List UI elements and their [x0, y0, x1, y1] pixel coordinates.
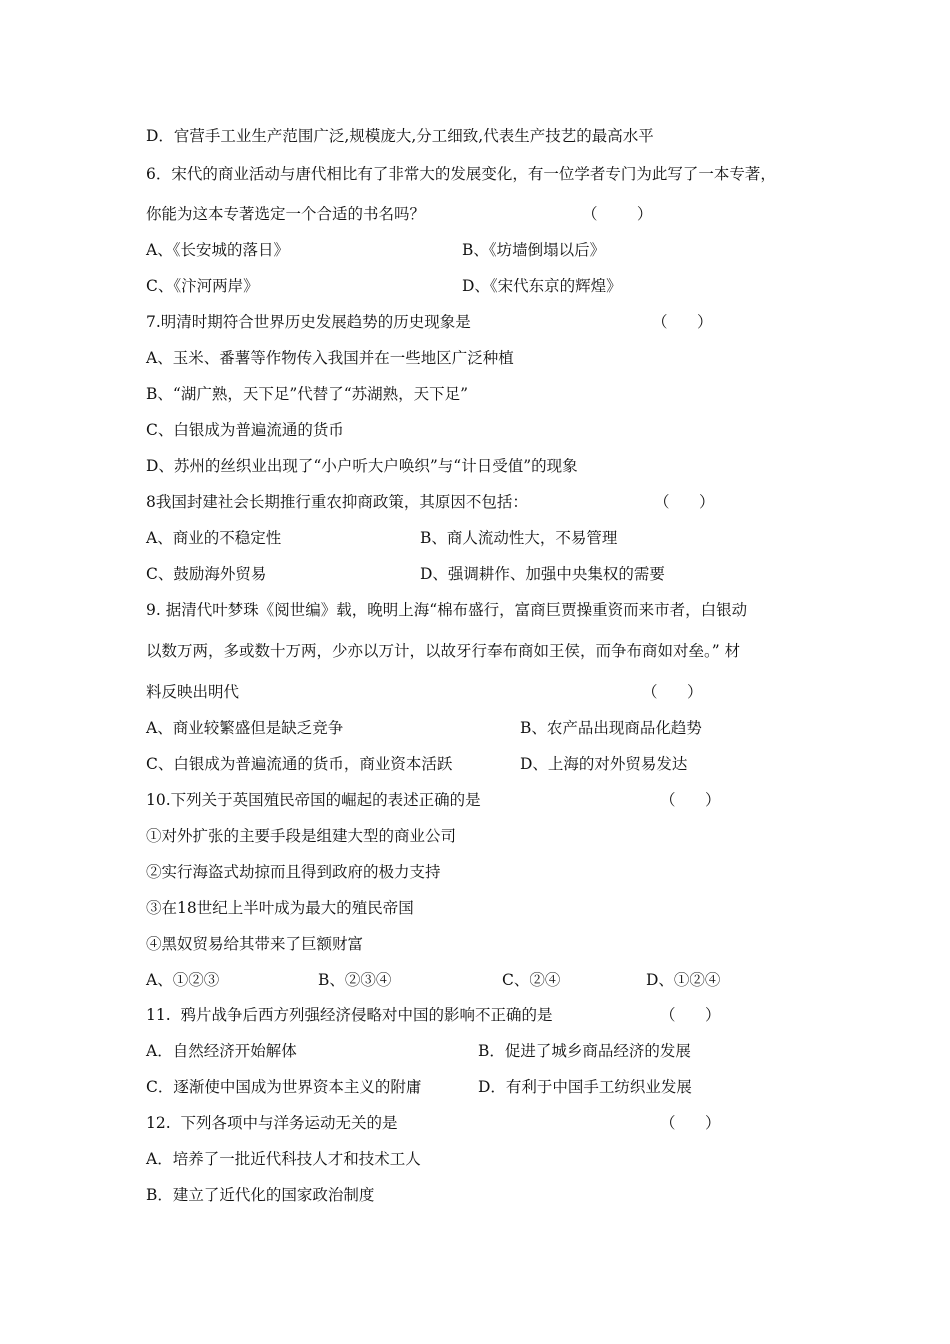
q10-item-2: ②实行海盗式劫掠而且得到政府的极力支持 [146, 863, 441, 881]
q7-stem: 7.明清时期符合世界历史发展趋势的历史现象是 [146, 313, 471, 331]
q9-answer-bracket: （ ） [642, 683, 703, 701]
q10-item-1: ①对外扩张的主要手段是组建大型的商业公司 [146, 827, 457, 845]
q9-option-c: C、白银成为普遍流通的货币，商业资本活跃 [146, 755, 453, 773]
q5-option-d: D．官营手工业生产范围广泛,规模庞大,分工细致,代表生产技艺的最高水平 [146, 127, 654, 145]
q11-stem: 11. 鸦片战争后西方列强经济侵略对中国的影响不正确的是 [146, 1006, 553, 1024]
q12-answer-bracket: （ ） [660, 1114, 721, 1132]
q9-option-a: A、商业较繁盛但是缺乏竞争 [146, 719, 344, 737]
q11-option-a: A．自然经济开始解体 [146, 1042, 297, 1060]
q6-answer-bracket: （ ） [582, 205, 653, 223]
q8-option-c: C、鼓励海外贸易 [146, 565, 267, 583]
q9-option-d: D、上海的对外贸易发达 [520, 755, 688, 773]
q11-answer-bracket: （ ） [660, 1006, 721, 1024]
q10-option-b: B、②③④ [318, 971, 392, 989]
q8-answer-bracket: （ ） [654, 493, 715, 511]
q11-option-b: B．促进了城乡商品经济的发展 [478, 1042, 691, 1060]
q7-option-b: B、“湖广熟，天下足”代替了“苏湖熟，天下足” [146, 385, 469, 403]
q12-stem: 12. 下列各项中与洋务运动无关的是 [146, 1114, 398, 1132]
q9-stem-line1: 9. 据清代叶梦珠《阅世编》载，晚明上海“棉布盛行，富商巨贾操重资而来市者，白银动 [146, 601, 748, 619]
q10-item-4: ④黑奴贸易给其带来了巨额财富 [146, 935, 364, 953]
q7-option-d: D、苏州的丝织业出现了“小户听大户唤织”与“计日受值”的现象 [146, 457, 578, 475]
q7-option-c: C、白银成为普遍流通的货币 [146, 421, 344, 439]
q12-option-a: A．培养了一批近代科技人才和技术工人 [146, 1150, 421, 1168]
q8-option-a: A、商业的不稳定性 [146, 529, 282, 547]
q6-stem-line2: 你能为这本专著选定一个合适的书名吗？ [146, 205, 426, 223]
q8-option-b: B、商人流动性大，不易管理 [420, 529, 618, 547]
q6-option-a: A、《长安城的落日》 [146, 241, 289, 259]
q10-item-3: ③在18世纪上半叶成为最大的殖民帝国 [146, 899, 414, 917]
q8-stem: 8我国封建社会长期推行重农抑商政策，其原因不包括： [146, 493, 528, 511]
q11-option-c: C．逐渐使中国成为世界资本主义的附庸 [146, 1078, 422, 1096]
q11-option-d: D．有利于中国手工纺织业发展 [478, 1078, 692, 1096]
q9-stem-line3: 料反映出明代 [146, 683, 240, 701]
q10-answer-bracket: （ ） [660, 791, 721, 809]
q6-option-b: B、《坊墙倒塌以后》 [462, 241, 606, 259]
q7-answer-bracket: （ ） [652, 313, 713, 331]
q10-option-c: C、②④ [502, 971, 561, 989]
q6-option-c: C、《汴河两岸》 [146, 277, 259, 295]
q6-option-d: D、《宋代东京的辉煌》 [462, 277, 622, 295]
q12-option-b: B．建立了近代化的国家政治制度 [146, 1186, 375, 1204]
q8-option-d: D、强调耕作、加强中央集权的需要 [420, 565, 665, 583]
q7-option-a: A、玉米、番薯等作物传入我国并在一些地区广泛种植 [146, 349, 514, 367]
q10-option-d: D、①②④ [646, 971, 721, 989]
q10-stem: 10.下列关于英国殖民帝国的崛起的表述正确的是 [146, 791, 481, 809]
q10-option-a: A、①②③ [146, 971, 220, 989]
q6-stem-line1: 6．宋代的商业活动与唐代相比有了非常大的发展变化，有一位学者专门为此写了一本专著， [146, 165, 776, 183]
q9-option-b: B、农产品出现商品化趋势 [520, 719, 702, 737]
q9-stem-line2: 以数万两，多或数十万两，少亦以万计，以故牙行奉布商如王侯，而争布商如对垒。” 材 [146, 642, 741, 660]
